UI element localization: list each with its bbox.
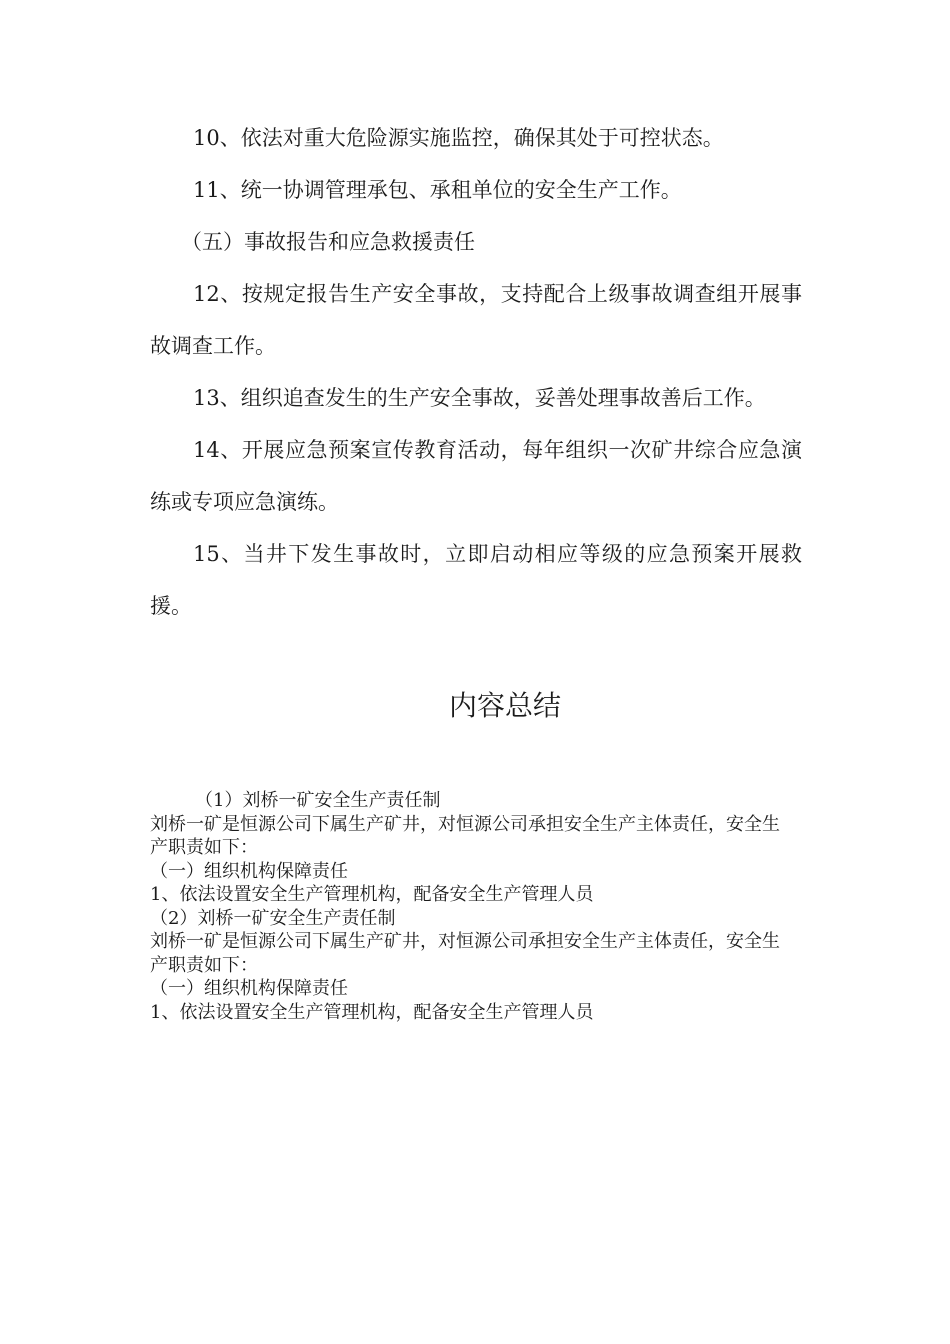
section-heading-5: （五）事故报告和应急救援责任	[181, 230, 475, 254]
summary-title: 内容总结	[448, 689, 561, 722]
paragraph-10: 10、依法对重大危险源实施监控，确保其处于可控状态。	[193, 126, 724, 150]
summary-item: 1、依法设置安全生产管理机构，配备安全生产管理人员	[150, 1001, 594, 1023]
summary-paragraph: 刘桥一矿是恒源公司下属生产矿井，对恒源公司承担安全生产主体责任，安全生产职责如下：	[150, 931, 780, 976]
paragraph-13: 13、组织追查发生的生产安全事故，妥善处理事故善后工作。	[193, 386, 766, 410]
summary-subheading: （一）组织机构保障责任	[150, 978, 348, 999]
paragraph-15: 15、当井下发生事故时，立即启动相应等级的应急预案开展救援。	[150, 542, 802, 618]
body-text	[150, 112, 802, 632]
paragraph-14: 14、开展应急预案宣传教育活动，每年组织一次矿井综合应急演练或专项应急演练。	[150, 438, 802, 514]
paragraph-11: 11、统一协调管理承包、承租单位的安全生产工作。	[193, 178, 682, 202]
paragraph-12: 12、按规定报告生产安全事故，支持配合上级事故调查组开展事故调查工作。	[150, 282, 802, 358]
summary-heading-1: （1）刘桥一矿安全生产责任制	[195, 790, 441, 811]
summary-subheading: （一）组织机构保障责任	[150, 860, 348, 882]
summary-paragraph: 刘桥一矿是恒源公司下属生产矿井，对恒源公司承担安全生产主体责任，安全生产职责如下：	[150, 813, 780, 858]
summary-heading-2: （2）刘桥一矿安全生产责任制	[150, 907, 396, 929]
summary-item: 1、依法设置安全生产管理机构，配备安全生产管理人员	[150, 884, 594, 905]
summary-text	[150, 789, 790, 1024]
